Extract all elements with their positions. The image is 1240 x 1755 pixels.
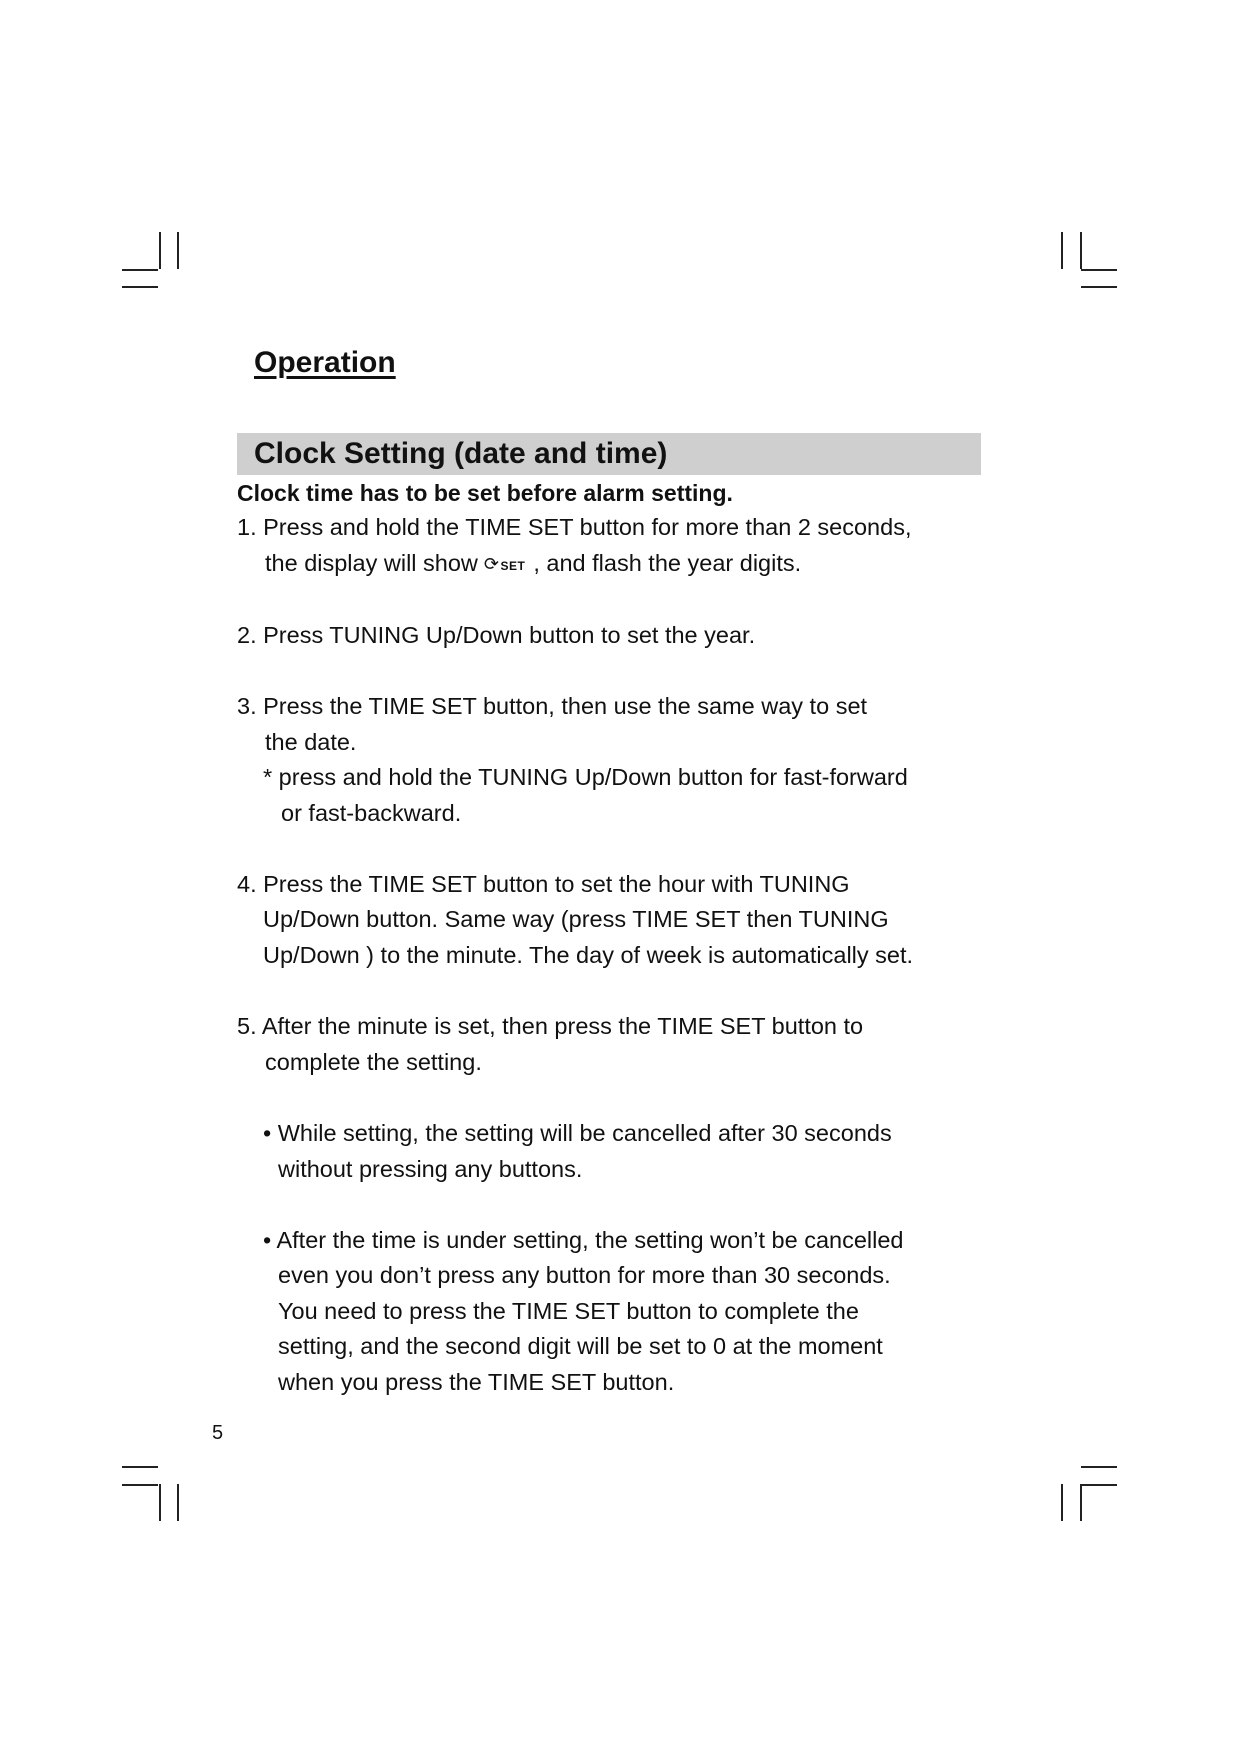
step-2: 2. Press TUNING Up/Down button to set the year. xyxy=(237,622,756,648)
crop-mark xyxy=(122,286,158,288)
crop-mark xyxy=(1061,232,1063,269)
step-3-line-1: 3. Press the TIME SET button, then use the same way to set xyxy=(237,693,868,719)
step-3-note-1: * press and hold the TUNING Up/Down button for fast-forward xyxy=(263,764,908,790)
step-1-text-pre: the display will show xyxy=(265,550,478,576)
page-heading: Operation xyxy=(254,346,396,379)
crop-mark xyxy=(159,232,161,269)
crop-mark xyxy=(1081,286,1117,288)
crop-mark xyxy=(177,232,179,269)
crop-mark xyxy=(1061,1484,1063,1521)
bullet-2-line-5: when you press the TIME SET button. xyxy=(278,1369,675,1395)
clock-set-icon-label: SET xyxy=(500,558,526,573)
crop-mark xyxy=(1080,232,1082,269)
bullet-2-line-2: even you don’t press any button for more than 30 seconds. xyxy=(278,1262,891,1288)
crop-mark xyxy=(122,269,158,271)
crop-mark xyxy=(1081,1466,1117,1468)
crop-mark xyxy=(122,1484,158,1486)
clock-set-icon: ⟳SET xyxy=(483,553,526,574)
step-4-line-1: 4. Press the TIME SET button to set the hour with TUNING xyxy=(237,871,850,897)
step-5-line-1: 5. After the minute is set, then press the TIME SET button to xyxy=(237,1013,864,1039)
step-4-line-3: Up/Down ) to the minute. The day of week is automatically set. xyxy=(263,942,914,968)
step-4-line-2: Up/Down button. Same way (press TIME SET then TUNING xyxy=(263,906,889,932)
bullet-1-line-2: without pressing any buttons. xyxy=(278,1156,583,1182)
step-3-note-2: or fast-backward. xyxy=(281,800,462,826)
crop-mark xyxy=(122,1466,158,1468)
step-1-text-post: , and flash the year digits. xyxy=(533,550,802,576)
crop-mark xyxy=(1081,1484,1117,1486)
section-title: Clock Setting (date and time) xyxy=(254,437,668,470)
bullet-2-line-4: setting, and the second digit will be set to 0 at the moment xyxy=(278,1333,883,1359)
bullet-2-line-1: • After the time is under setting, the setting won’t be cancelled xyxy=(263,1227,904,1253)
step-5-line-2: complete the setting. xyxy=(265,1049,482,1075)
crop-mark xyxy=(1081,269,1117,271)
crop-mark xyxy=(159,1484,161,1521)
crop-mark xyxy=(1080,1484,1082,1521)
crop-mark xyxy=(177,1484,179,1521)
step-3-line-2: the date. xyxy=(265,729,357,755)
step-1-line-1: 1. Press and hold the TIME SET button for more than 2 seconds, xyxy=(237,514,912,540)
subheading: Clock time has to be set before alarm setting. xyxy=(237,480,733,506)
bullet-1-line-1: • While setting, the setting will be cancelled after 30 seconds xyxy=(263,1120,892,1146)
bullet-2-line-3: You need to press the TIME SET button to complete the xyxy=(278,1298,859,1324)
step-1-line-2 xyxy=(265,549,801,580)
page-number: 5 xyxy=(212,1422,224,1444)
